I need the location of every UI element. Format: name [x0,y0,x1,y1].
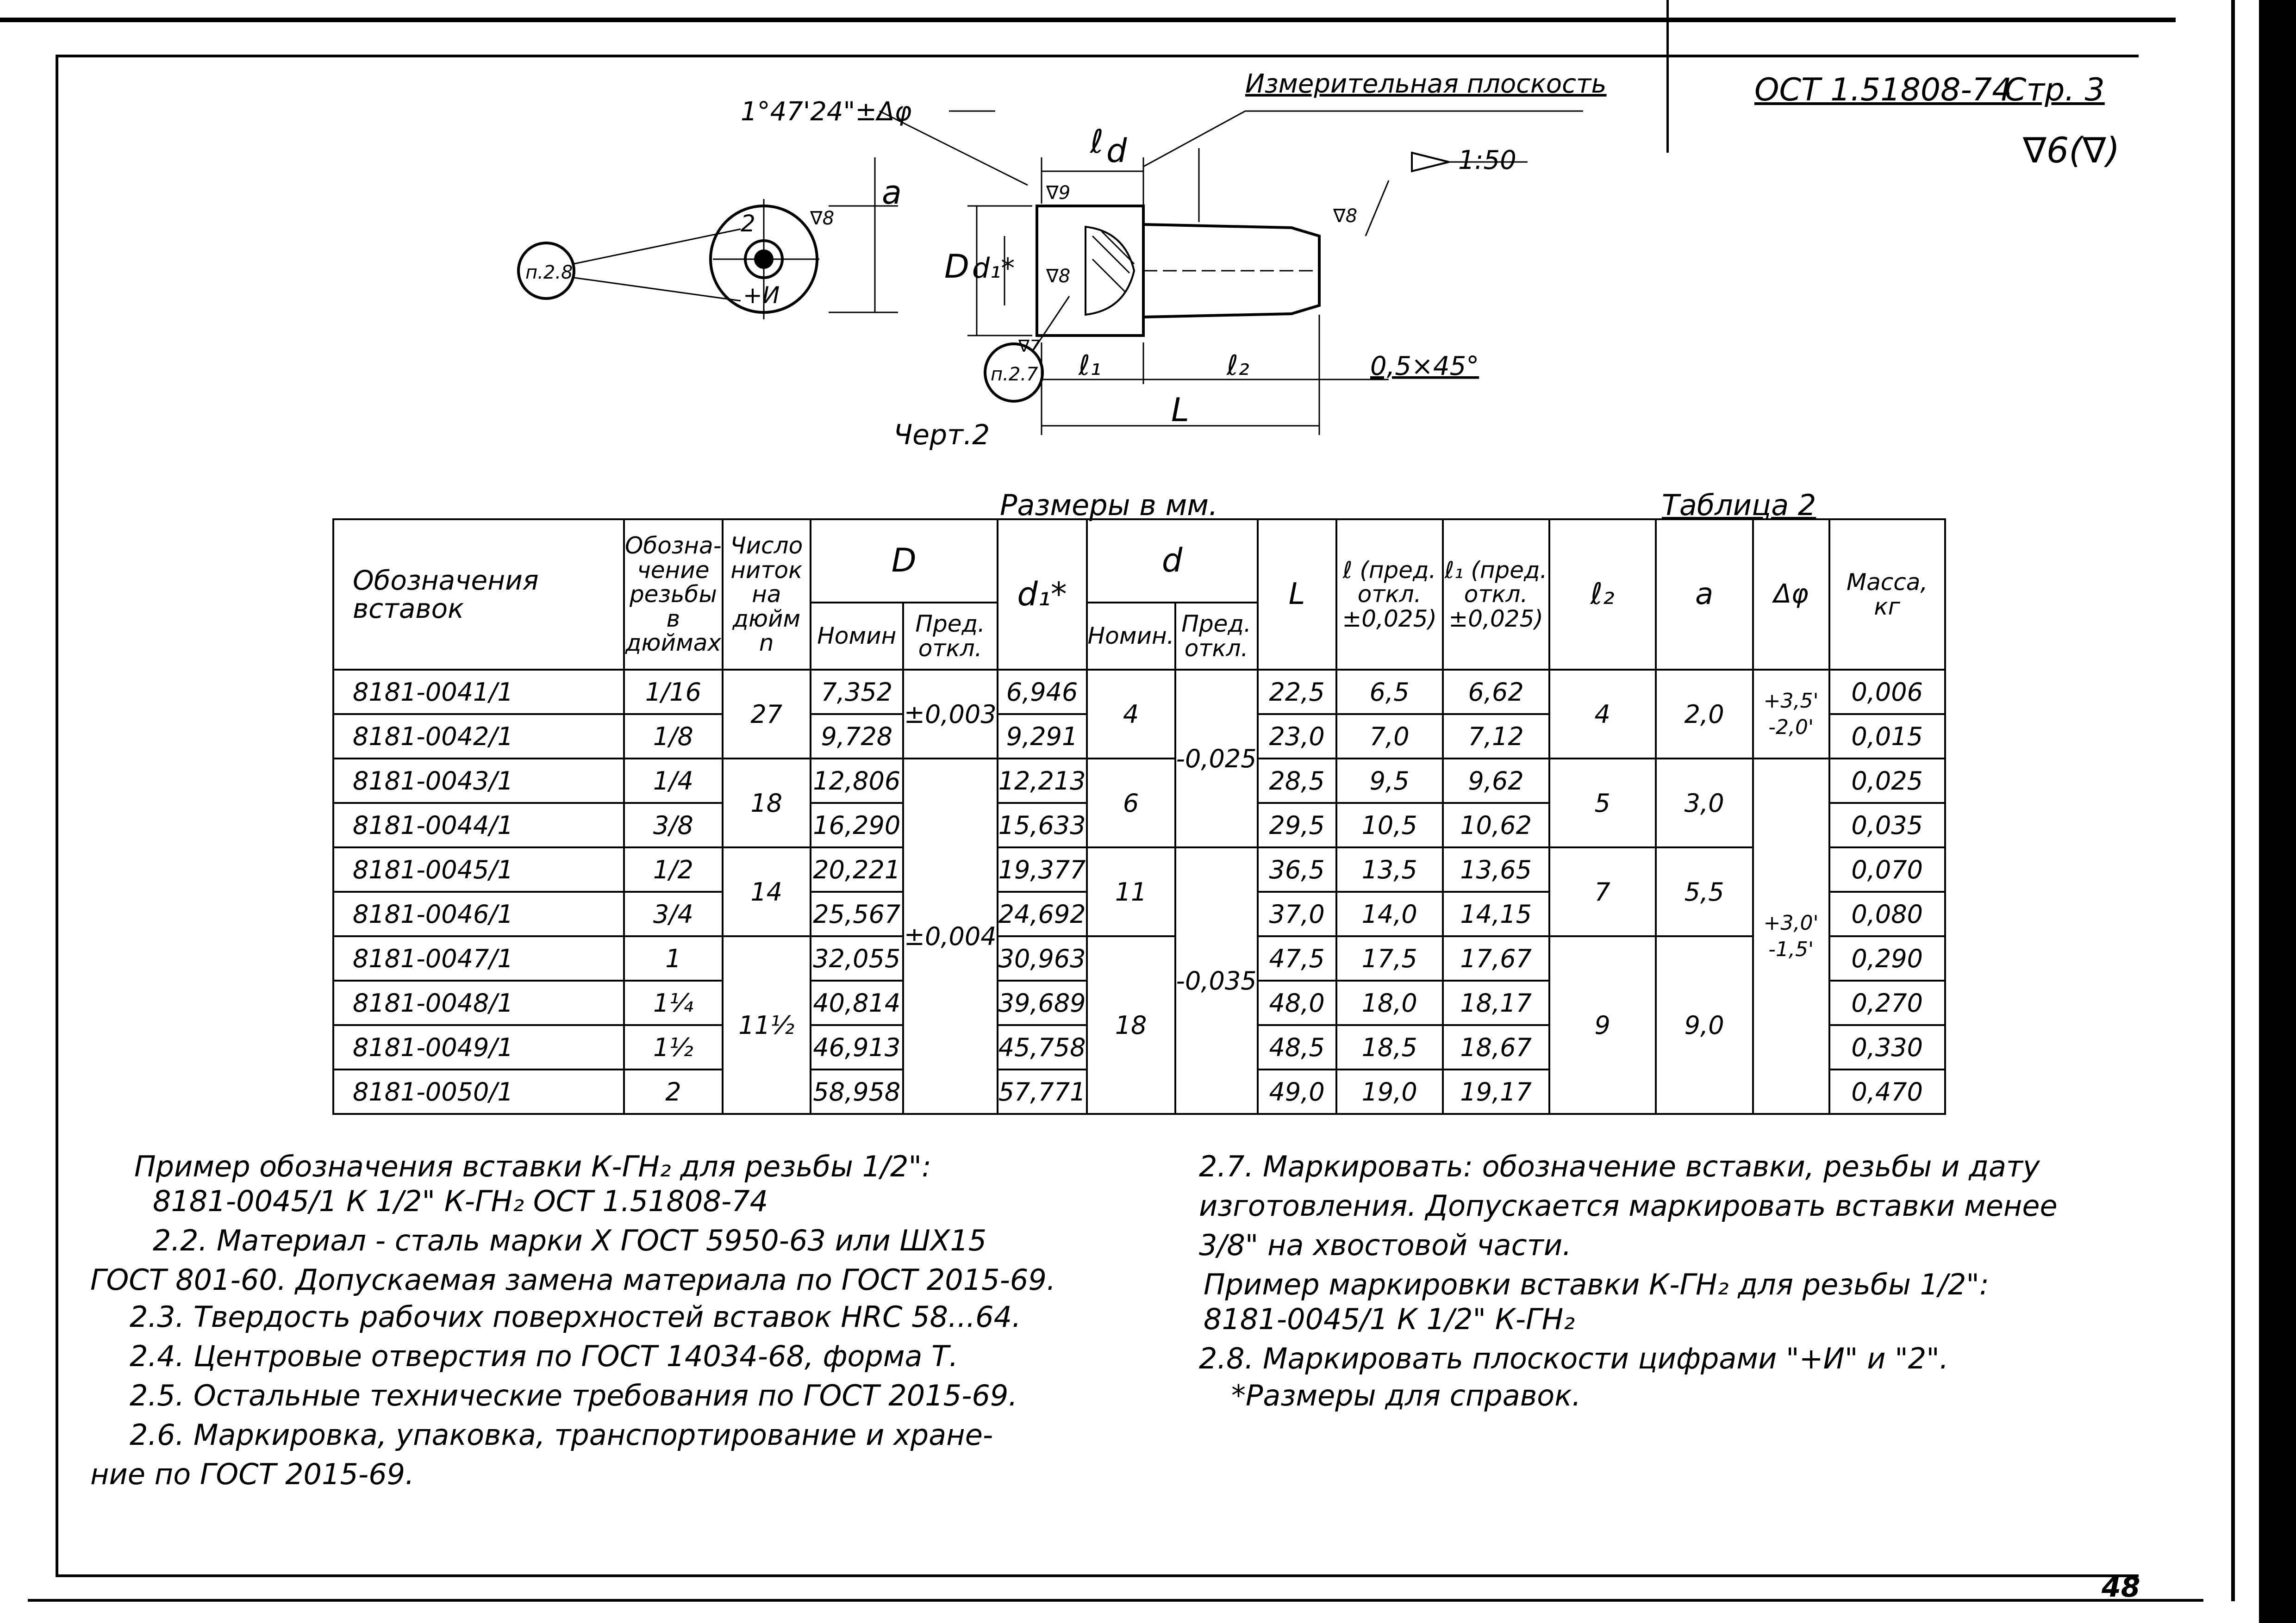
cell-mass: 0,006 [1829,670,1945,714]
cell-D-tol: ±0,004 [903,759,998,1114]
th-d: d [1087,519,1258,603]
cell-designation: 8181-0042/1 [333,714,624,759]
cell-l: 18,5 [1336,1025,1443,1070]
cell-l2: 5 [1549,759,1656,847]
cell-thread: 3/8 [624,803,723,847]
cell-l: 7,0 [1336,714,1443,759]
cell-l2: 7 [1549,847,1656,936]
dphi-minus: -2,0' [1768,715,1814,739]
label-a: a [882,174,902,211]
cell-l: 13,5 [1336,847,1443,892]
spec-table [332,518,1946,1115]
taper-label: 1:50 [1458,145,1516,175]
cell-L: 29,5 [1258,803,1336,847]
roughness-8-a: ∇8 [810,208,835,229]
cell-d1: 9,291 [998,714,1087,759]
cell-d: 18 [1087,936,1175,1114]
cell-D: 58,958 [811,1070,903,1114]
top-border [0,18,2176,22]
callout-2-7: п.2.7 [991,364,1038,385]
cell-l: 17,5 [1336,936,1443,981]
cell-d: 11 [1087,847,1175,936]
cell-thread: 1/16 [624,670,723,714]
cell-D: 9,728 [811,714,903,759]
cell-designation: 8181-0046/1 [333,892,624,936]
cell-d-tol: -0,025 [1175,670,1258,847]
cell-l1: 14,15 [1443,892,1549,936]
cell-l1: 7,12 [1443,714,1549,759]
cell-thread: 1¼ [624,981,723,1025]
cell-mass: 0,470 [1829,1070,1945,1114]
cell-mass: 0,070 [1829,847,1945,892]
cell-thread: 1/2 [624,847,723,892]
bottom-border [28,1599,2203,1602]
cell-D-tol: ±0,003 [903,670,998,759]
note-right-4: 8181-0045/1 К 1/2" К-ГН₂ [1204,1302,1575,1336]
cell-L: 22,5 [1258,670,1336,714]
cell-designation: 8181-0044/1 [333,803,624,847]
page-label: Стр. 3 [2004,72,2105,108]
cell-l1: 19,17 [1443,1070,1549,1114]
cell-D: 40,814 [811,981,903,1025]
cell-L: 23,0 [1258,714,1336,759]
roughness-8-c: ∇8 [1333,205,1358,227]
note-right-0: 2.7. Маркировать: обозначение вставки, резьбы и дату [1199,1150,2040,1183]
cell-d1: 45,758 [998,1025,1087,1070]
label-d1: d₁* [972,252,1015,285]
cell-L: 37,0 [1258,892,1336,936]
cell-d1: 15,633 [998,803,1087,847]
note-left-4: 2.3. Твердость рабочих поверхностей вставок HRC 58...64. [130,1300,1021,1334]
cell-L: 48,5 [1258,1025,1336,1070]
cell-designation: 8181-0041/1 [333,670,624,714]
cell-l1: 18,17 [1443,981,1549,1025]
cell-D: 16,290 [811,803,903,847]
mark-2: 2 [741,210,755,237]
cell-designation: 8181-0043/1 [333,759,624,803]
th-L: L [1258,519,1336,670]
frame-top [56,55,2139,57]
cell-l1: 17,67 [1443,936,1549,981]
cell-dphi [1753,759,1829,1114]
th-d1: d₁* [998,519,1087,670]
th-designation: Обозначения вставок [333,519,624,670]
cell-mass: 0,330 [1829,1025,1945,1070]
cell-D: 12,806 [811,759,903,803]
note-right-3: Пример маркировки вставки К-ГН₂ для резьбы 1/2": [1204,1268,1989,1301]
cell-l: 14,0 [1336,892,1443,936]
roughness-8-b: ∇8 [1046,266,1071,287]
cell-tpi: 14 [723,847,811,936]
roughness-9: ∇9 [1046,182,1071,204]
cell-a: 3,0 [1656,759,1753,847]
note-left-0: Пример обозначения вставки К-ГН₂ для резьбы 1/2": [134,1150,931,1183]
table-row [333,759,1945,803]
note-left-6: 2.5. Остальные технические требования по ГОСТ 2015-69. [130,1379,1018,1412]
note-left-5: 2.4. Центровые отверстия по ГОСТ 14034-68, форма Т. [130,1339,958,1373]
cell-a: 5,5 [1656,847,1753,936]
th-D-tol: Пред. откл. [903,603,998,670]
th-a: a [1656,519,1753,670]
cell-designation: 8181-0045/1 [333,847,624,892]
cell-l1: 9,62 [1443,759,1549,803]
cell-mass: 0,290 [1829,936,1945,981]
callout-2-8: п.2.8 [525,262,573,283]
cell-thread: 1½ [624,1025,723,1070]
cell-l: 6,5 [1336,670,1443,714]
cell-l1: 6,62 [1443,670,1549,714]
cell-L: 36,5 [1258,847,1336,892]
cell-tpi: 18 [723,759,811,847]
cell-mass: 0,015 [1829,714,1945,759]
cell-l1: 10,62 [1443,803,1549,847]
insert-drawing [463,65,1620,481]
th-l: ℓ (пред. откл. ±0,025) [1336,519,1443,670]
cell-L: 48,0 [1258,981,1336,1025]
cell-l2: 4 [1549,670,1656,759]
cell-D: 32,055 [811,936,903,981]
table-row [333,936,1945,981]
chamfer-label: 0,5×45° [1370,351,1479,381]
frame-bottom [56,1574,2139,1577]
label-l1: ℓ₁ [1079,349,1101,382]
units-caption: Размеры в мм. [1000,488,1218,522]
roughness-7: ∇7 [1018,337,1040,356]
th-l1: ℓ₁ (пред. откл. ±0,025) [1443,519,1549,670]
note-left-2: 2.2. Материал - сталь марки Х ГОСТ 5950-63 или ШХ15 [153,1224,987,1257]
cell-l: 18,0 [1336,981,1443,1025]
th-l2: ℓ₂ [1549,519,1656,670]
frame-left [56,55,58,1577]
cell-l2: 9 [1549,936,1656,1114]
cell-a: 9,0 [1656,936,1753,1114]
cell-d1: 39,689 [998,981,1087,1025]
note-right-1: изготовления. Допускается маркировать вставки менее [1199,1189,2058,1223]
cell-l: 9,5 [1336,759,1443,803]
angle-label: 1°47'24"±Δφ [741,97,912,127]
th-d-nom: Номин. [1087,603,1175,670]
note-left-8: ние по ГОСТ 2015-69. [90,1457,414,1491]
label-l2: ℓ₂ [1227,349,1249,382]
cell-mass: 0,035 [1829,803,1945,847]
cell-d1: 30,963 [998,936,1087,981]
cell-d1: 24,692 [998,892,1087,936]
cell-l1: 18,67 [1443,1025,1549,1070]
right-edge-bar [2259,0,2296,1623]
cell-d: 6 [1087,759,1175,847]
cell-d: 4 [1087,670,1175,759]
table-row [333,670,1945,714]
label-d: d [1106,132,1127,170]
cell-D: 46,913 [811,1025,903,1070]
note-left-3: ГОСТ 801-60. Допускаемая замена материала по ГОСТ 2015-69. [90,1263,1056,1297]
cell-mass: 0,270 [1829,981,1945,1025]
dphi-plus: +3,5' [1763,689,1819,713]
dphi-plus: +3,0' [1763,911,1819,935]
cell-designation: 8181-0047/1 [333,936,624,981]
cell-D: 20,221 [811,847,903,892]
cell-dphi [1753,670,1829,759]
cell-L: 49,0 [1258,1070,1336,1114]
cell-thread: 1/4 [624,759,723,803]
cell-thread: 1/8 [624,714,723,759]
cell-d1: 6,946 [998,670,1087,714]
note-left-7: 2.6. Маркировка, упаковка, транспортирование и хране- [130,1418,993,1452]
th-D-nom: Номин [811,603,903,670]
cell-thread: 2 [624,1070,723,1114]
header-divider [1666,0,1669,153]
th-tpi: Число ниток на дюйм n [723,519,811,670]
drawing-caption: Черт.2 [893,419,990,451]
frame-right [2231,0,2235,1601]
cell-L: 28,5 [1258,759,1336,803]
cell-tpi: 27 [723,670,811,759]
label-l: ℓ [1090,123,1104,161]
note-right-2: 3/8" на хвостовой части. [1199,1228,1572,1262]
table-row [333,847,1945,892]
cell-designation: 8181-0049/1 [333,1025,624,1070]
mark-1i: +И [743,282,780,309]
note-right-5: 2.8. Маркировать плоскости цифрами "+И" и "2". [1199,1342,1949,1375]
page-number: 48 [2102,1571,2140,1604]
cell-l: 19,0 [1336,1070,1443,1114]
cell-d1: 57,771 [998,1070,1087,1114]
note-left-1: 8181-0045/1 К 1/2" К-ГН₂ ОСТ 1.51808-74 [153,1184,768,1218]
cell-thread: 3/4 [624,892,723,936]
cell-designation: 8181-0048/1 [333,981,624,1025]
th-D: D [811,519,998,603]
label-L: L [1171,391,1189,429]
th-d-tol: Пред. откл. [1175,603,1258,670]
cell-D: 25,567 [811,892,903,936]
cell-mass: 0,025 [1829,759,1945,803]
th-mass: Масса, кг [1829,519,1945,670]
cell-d-tol: -0,035 [1175,847,1258,1114]
dphi-minus: -1,5' [1768,938,1814,961]
cell-l: 10,5 [1336,803,1443,847]
cell-mass: 0,080 [1829,892,1945,936]
th-thread: Обозна-чение резьбы в дюймах [624,519,723,670]
table-title: Таблица 2 [1662,488,1816,522]
label-D: D [944,248,969,286]
cell-thread: 1 [624,936,723,981]
standard-number: ОСТ 1.51808-74 [1754,72,2012,108]
roughness-symbol: ∇6(∇) [2023,130,2120,171]
cell-L: 47,5 [1258,936,1336,981]
cell-d1: 19,377 [998,847,1087,892]
cell-D: 7,352 [811,670,903,714]
cell-a: 2,0 [1656,670,1753,759]
th-dphi: Δφ [1753,519,1829,670]
cell-designation: 8181-0050/1 [333,1070,624,1114]
measuring-plane-label: Измерительная плоскость [1245,69,1607,99]
cell-l1: 13,65 [1443,847,1549,892]
cell-tpi: 11½ [723,936,811,1114]
cell-d1: 12,213 [998,759,1087,803]
note-right-6: *Размеры для справок. [1231,1379,1581,1412]
